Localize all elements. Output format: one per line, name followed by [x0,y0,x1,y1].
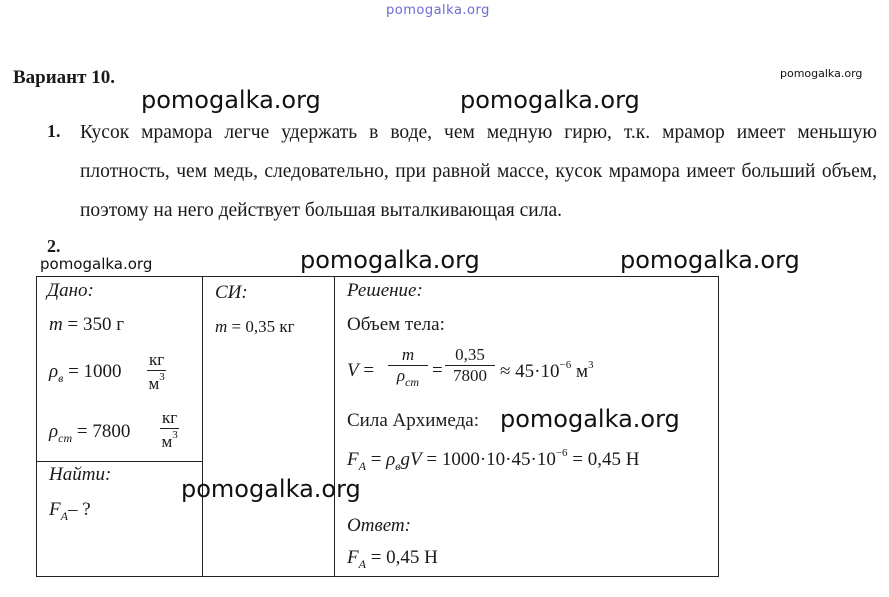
volume-eq: = [432,360,443,381]
volume-label: Объем тела: [347,314,445,335]
given-water-density: $\rho_в = 1000$ [49,361,122,385]
volume-result: ≈ $45\cdot 10^{-6}$ $м^3$ [500,359,594,382]
problem-1-text: Кусок мрамора легче удержать в воде, чем медную гирю, т.к. мрамор имеет меньшую плотность, чем медь, следовательно, при равной массе, кусок мрамора имеет больший объем, поэтому на него действует большая выталкивающая сила. [80,122,877,221]
si-mass: m = 0,35 кг [215,317,295,336]
solution-label: Решение: [347,280,423,301]
answer-label: Ответ: [347,515,411,536]
watermark: pomogalka.org [40,255,153,273]
archimedes-label: Сила Архимеда: [347,410,479,431]
given-water-density-unit: кг $м^3$ [148,350,165,393]
column-divider [334,277,335,576]
volume-fraction-symbolic: m $\rho_{ст}$ [388,345,428,390]
problem-2-number: 2. [47,236,61,256]
watermark: pomogalka.org [460,86,640,114]
volume-formula-lhs: V = [347,360,375,381]
watermark: pomogalka.org [300,246,480,274]
row-divider [37,461,202,462]
column-divider [202,277,203,576]
given-steel-density: $\rho_{ст} = 7800$ [49,421,131,445]
find-label: Найти: [49,464,112,485]
watermark: pomogalka.org [620,246,800,274]
archimedes-formula: $F_A = \rho_вgV = 1000\cdot 10\cdot 45\cdot 10^{-6} = 0,45$ Н [347,447,640,473]
watermark: pomogalka.org [181,475,361,503]
problem-1-number: 1. [47,121,61,141]
volume-fraction-numeric: $\frac{0,35}{7800}$ [445,345,495,386]
answer-value: $F_A = 0,45$ Н [347,547,438,571]
watermark-corner: pomogalka.org [780,67,863,80]
given-mass: m = 350 г [49,314,124,335]
si-label: СИ: [215,282,248,303]
watermark: pomogalka.org [500,405,680,433]
given-label: Дано: [47,280,94,301]
given-steel-density-unit: кг $м^3$ [161,408,178,451]
watermark-top: pomogalka.org [386,3,490,18]
find-value: $F_A-$ ? [49,499,91,523]
page-title: Вариант 10. [13,67,115,88]
watermark: pomogalka.org [141,86,321,114]
